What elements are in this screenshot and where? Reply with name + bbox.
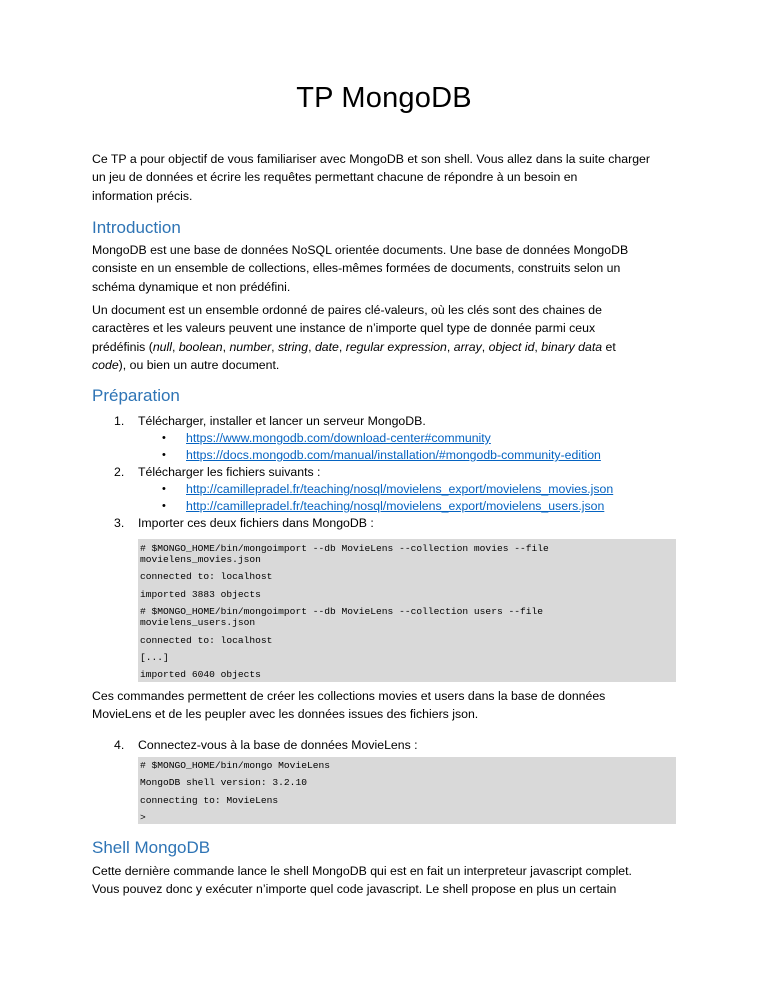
- link-mongodb-download[interactable]: https://www.mongodb.com/download-center#community: [186, 431, 491, 445]
- preparation-heading: Préparation: [92, 386, 180, 405]
- preparation-list-cont: [92, 737, 692, 757]
- code-line: connected to: localhost: [140, 635, 273, 646]
- code-line: movielens_users.json: [140, 617, 256, 628]
- code-line: # $MONGO_HOME/bin/mongo MovieLens: [140, 760, 330, 771]
- after-import-paragraph: [92, 687, 692, 724]
- text-line: schéma dynamique et non prédéfini.: [92, 279, 291, 294]
- link-mongodb-install-docs[interactable]: https://docs.mongodb.com/manual/installation/#mongodb-community-edition: [186, 448, 601, 462]
- type-regular-expression: regular expression: [345, 339, 447, 354]
- introduction-heading: Introduction: [92, 218, 181, 237]
- code-line: >: [140, 812, 146, 823]
- code-line: connecting to: MovieLens: [140, 795, 279, 806]
- type-string: string: [278, 339, 309, 354]
- introduction-paragraph-2: [92, 301, 692, 375]
- bullet-icon: •: [162, 432, 166, 444]
- step-text: Télécharger, installer et lancer un serveur MongoDB.: [138, 414, 426, 428]
- text-line: Cette dernière commande lance le shell MongoDB qui est en fait un interpreteur javascript complet.: [92, 864, 632, 878]
- text-line: prédéfinis (null, boolean, number, string, date, regular expression, array, object id, binary data et: [92, 339, 616, 354]
- import-code-block: [138, 539, 676, 682]
- text-line: code), ou bien un autre document.: [92, 358, 280, 373]
- shell-paragraph: [92, 862, 692, 899]
- connect-code-block: [138, 757, 676, 824]
- text-line: MongoDB est une base de données NoSQL orientée documents. Une base de données MongoDB: [92, 243, 629, 257]
- page-title: TP MongoDB: [296, 82, 472, 114]
- text-line: Un document est un ensemble ordonné de paires clé-valeurs, où les clés sont des chaines de: [92, 303, 602, 317]
- text-line: consiste en un ensemble de collections, elles-mêmes formées de documents, construits selon un: [92, 261, 621, 276]
- step-number: 4.: [114, 738, 125, 752]
- link-movies-json[interactable]: http://camillepradel.fr/teaching/nosql/movielens_export/movielens_movies.json: [186, 482, 614, 496]
- text-line: Vous pouvez donc y exécuter n’importe quel code javascript. Le shell propose en plus un certain: [92, 882, 617, 897]
- text-line: un jeu de données et écrire les requêtes permettant chacune de répondre à un besoin en: [92, 170, 578, 185]
- bullet-icon: •: [162, 500, 166, 512]
- text-line: information précis.: [92, 188, 193, 203]
- shell-heading: Shell MongoDB: [92, 838, 211, 857]
- type-array: array: [453, 339, 482, 354]
- text-line: Ces commandes permettent de créer les collections movies et users dans la base de données: [92, 689, 606, 703]
- code-line: imported 6040 objects: [140, 669, 261, 680]
- type-null: null: [152, 339, 172, 354]
- code-line: MongoDB shell version: 3.2.10: [140, 777, 307, 788]
- introduction-paragraph-1: [92, 241, 692, 296]
- intro-paragraph: [92, 150, 692, 205]
- step-number: 2.: [114, 465, 125, 479]
- code-line: # $MONGO_HOME/bin/mongoimport --db MovieLens --collection users --file: [140, 606, 544, 617]
- step-text: Importer ces deux fichiers dans MongoDB :: [138, 516, 374, 530]
- type-boolean: boolean: [178, 339, 223, 354]
- bullet-icon: •: [162, 483, 166, 495]
- link-users-json[interactable]: http://camillepradel.fr/teaching/nosql/movielens_export/movielens_users.json: [186, 499, 605, 513]
- code-line: connected to: localhost: [140, 571, 273, 582]
- code-line: movielens_movies.json: [140, 554, 261, 565]
- type-date: date: [314, 339, 339, 354]
- bullet-icon: •: [162, 449, 166, 461]
- step-text: Télécharger les fichiers suivants :: [138, 465, 321, 479]
- code-line: # $MONGO_HOME/bin/mongoimport --db MovieLens --collection movies --file: [140, 543, 549, 554]
- step-number: 3.: [114, 516, 125, 530]
- type-binary-data: binary data: [541, 339, 603, 354]
- code-line: imported 3883 objects: [140, 589, 261, 600]
- type-number: number: [229, 339, 272, 354]
- text-line: Ce TP a pour objectif de vous familiariser avec MongoDB et son shell. Vous allez dans la suite charger: [92, 152, 650, 166]
- step-number: 1.: [114, 414, 125, 428]
- type-code: code: [92, 358, 119, 373]
- type-object-id: object id: [488, 339, 535, 354]
- text-line: MovieLens et de les peupler avec les données issues des fichiers json.: [92, 707, 479, 722]
- step-text: Connectez-vous à la base de données MovieLens :: [138, 738, 418, 752]
- text-line: caractères et les valeurs peuvent une instance de n’importe quel type de donnée parmi ceux: [92, 321, 596, 336]
- code-line: [...]: [140, 652, 169, 663]
